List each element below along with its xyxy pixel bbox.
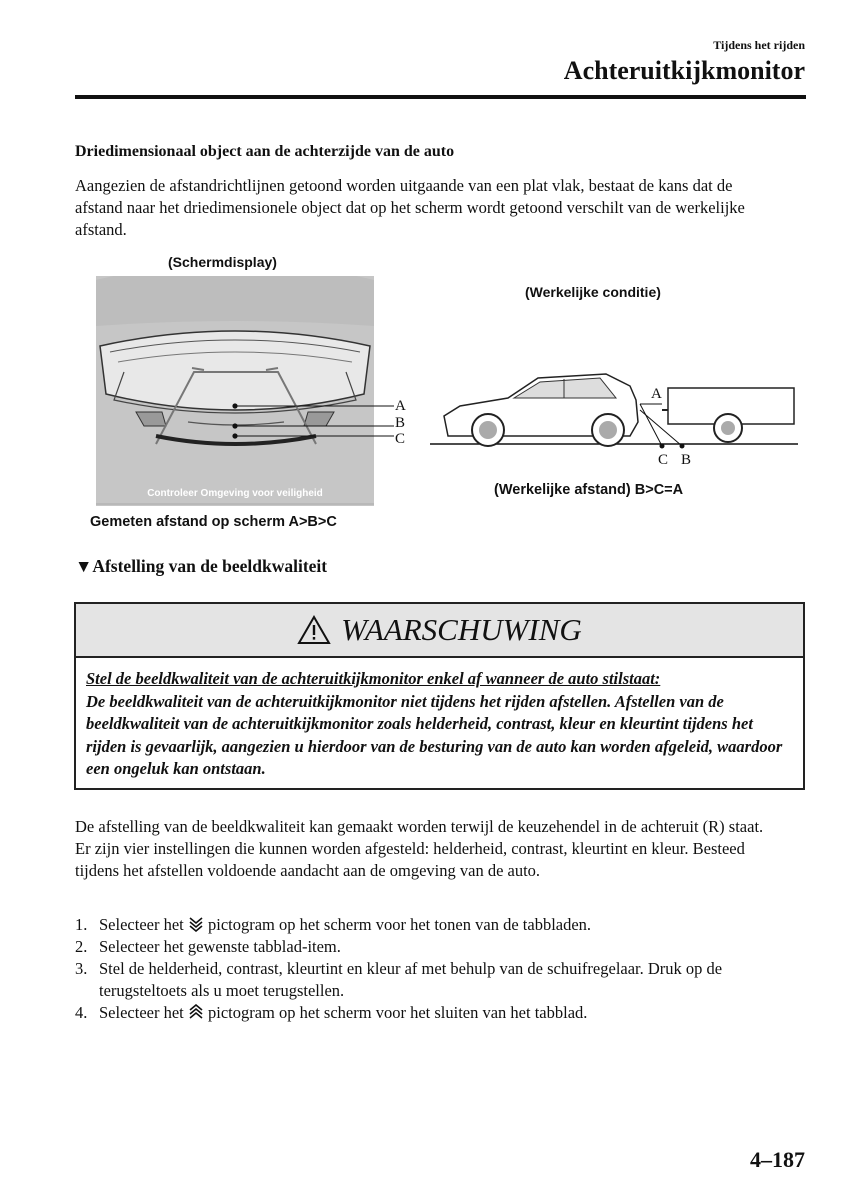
real-condition-figure [430,370,800,460]
adjust-heading: ▼Afstelling van de beeldkwaliteit [75,556,328,576]
warning-box [74,602,805,790]
page-number: 4–187 [750,1147,805,1172]
screen-overlay-text: Controleer Omgeving voor veiligheid [147,488,323,499]
warning-text [86,668,791,781]
subheading: Driedimensionaal object aan de achterzijde van de auto [75,143,455,160]
title-divider [75,95,806,99]
warning-title: WAARSCHUWING [341,612,582,647]
list-item: 2. Selecteer het gewenste tabblad-item. [75,937,341,956]
warning-lead: Stel de beeldkwaliteit van de achteruitkijkmonitor enkel af wanneer de auto stilstaat: [86,669,661,688]
list-item: 3. Stel de helderheid, contrast, kleurtint en kleur af met behulp van de schuifregelaar. Druk op de terugsteltoets als u moet terugstellen. [75,959,723,1000]
list-item: 4. Selecteer het pictogram op het scherm voor het sluiten van het tabblad. [75,1003,588,1022]
chevron-down-double-icon [188,916,204,932]
label-c-real: C [658,452,669,468]
section-name: Tijdens het rijden [713,38,805,52]
warning-body: De beeldkwaliteit van de achteruitkijkmonitor niet tijdens het rijden afstellen. Afstellen van de beeldkwaliteit van de achteruitkijkmonitor zoals helderheid, contrast, kleur en kleurtint tijdens het rijden is gevaarlijk, aangezien u hierdoor van de besturing van de auto kan worden afgeleid, waardoor een ongeluk kan ontstaan. [86,691,783,778]
body-paragraph-2: Er zijn vier instellingen die kunnen worden afgesteld: helderheid, contrast, kleurtint en kleur. Besteed tijdens het afstellen voldoende aandacht aan de omgeving van de auto. [75,839,745,880]
body-paragraph-1: De afstelling van de beeldkwaliteit kan gemaakt worden terwijl de keuzehendel in de achteruit (R) staat. [75,817,764,836]
real-bottom-caption: (Werkelijke afstand) B>C=A [494,482,684,498]
screen-bottom-caption: Gemeten afstand op scherm A>B>C [90,514,337,530]
list-item: 1. Selecteer het pictogram op het scherm voor het tonen van de tabbladen. [75,915,592,934]
label-a-screen: A [395,398,406,414]
label-c-screen: C [395,431,406,447]
steps-list [75,914,795,1024]
body-text [75,816,775,882]
label-b-screen: B [395,415,406,431]
screen-display-figure [96,276,416,508]
chevron-up-double-icon [188,1004,204,1020]
page-title: Achteruitkijkmonitor [563,56,805,85]
label-b-real: B [681,452,692,468]
warning-triangle-icon [297,615,331,645]
label-a-real: A [651,386,662,402]
warning-header [76,604,803,658]
triangle-down-icon: ▼ [75,556,93,576]
screen-caption: (Schermdisplay) [168,254,277,270]
real-caption: (Werkelijke conditie) [525,284,661,300]
intro-paragraph: Aangezien de afstandrichtlijnen getoond worden uitgaande van een plat vlak, bestaat de kans dat de afstand naar het driedimensionele object dat op het scherm wordt getoond verschilt van de werkelijke afstand. [75,176,745,239]
